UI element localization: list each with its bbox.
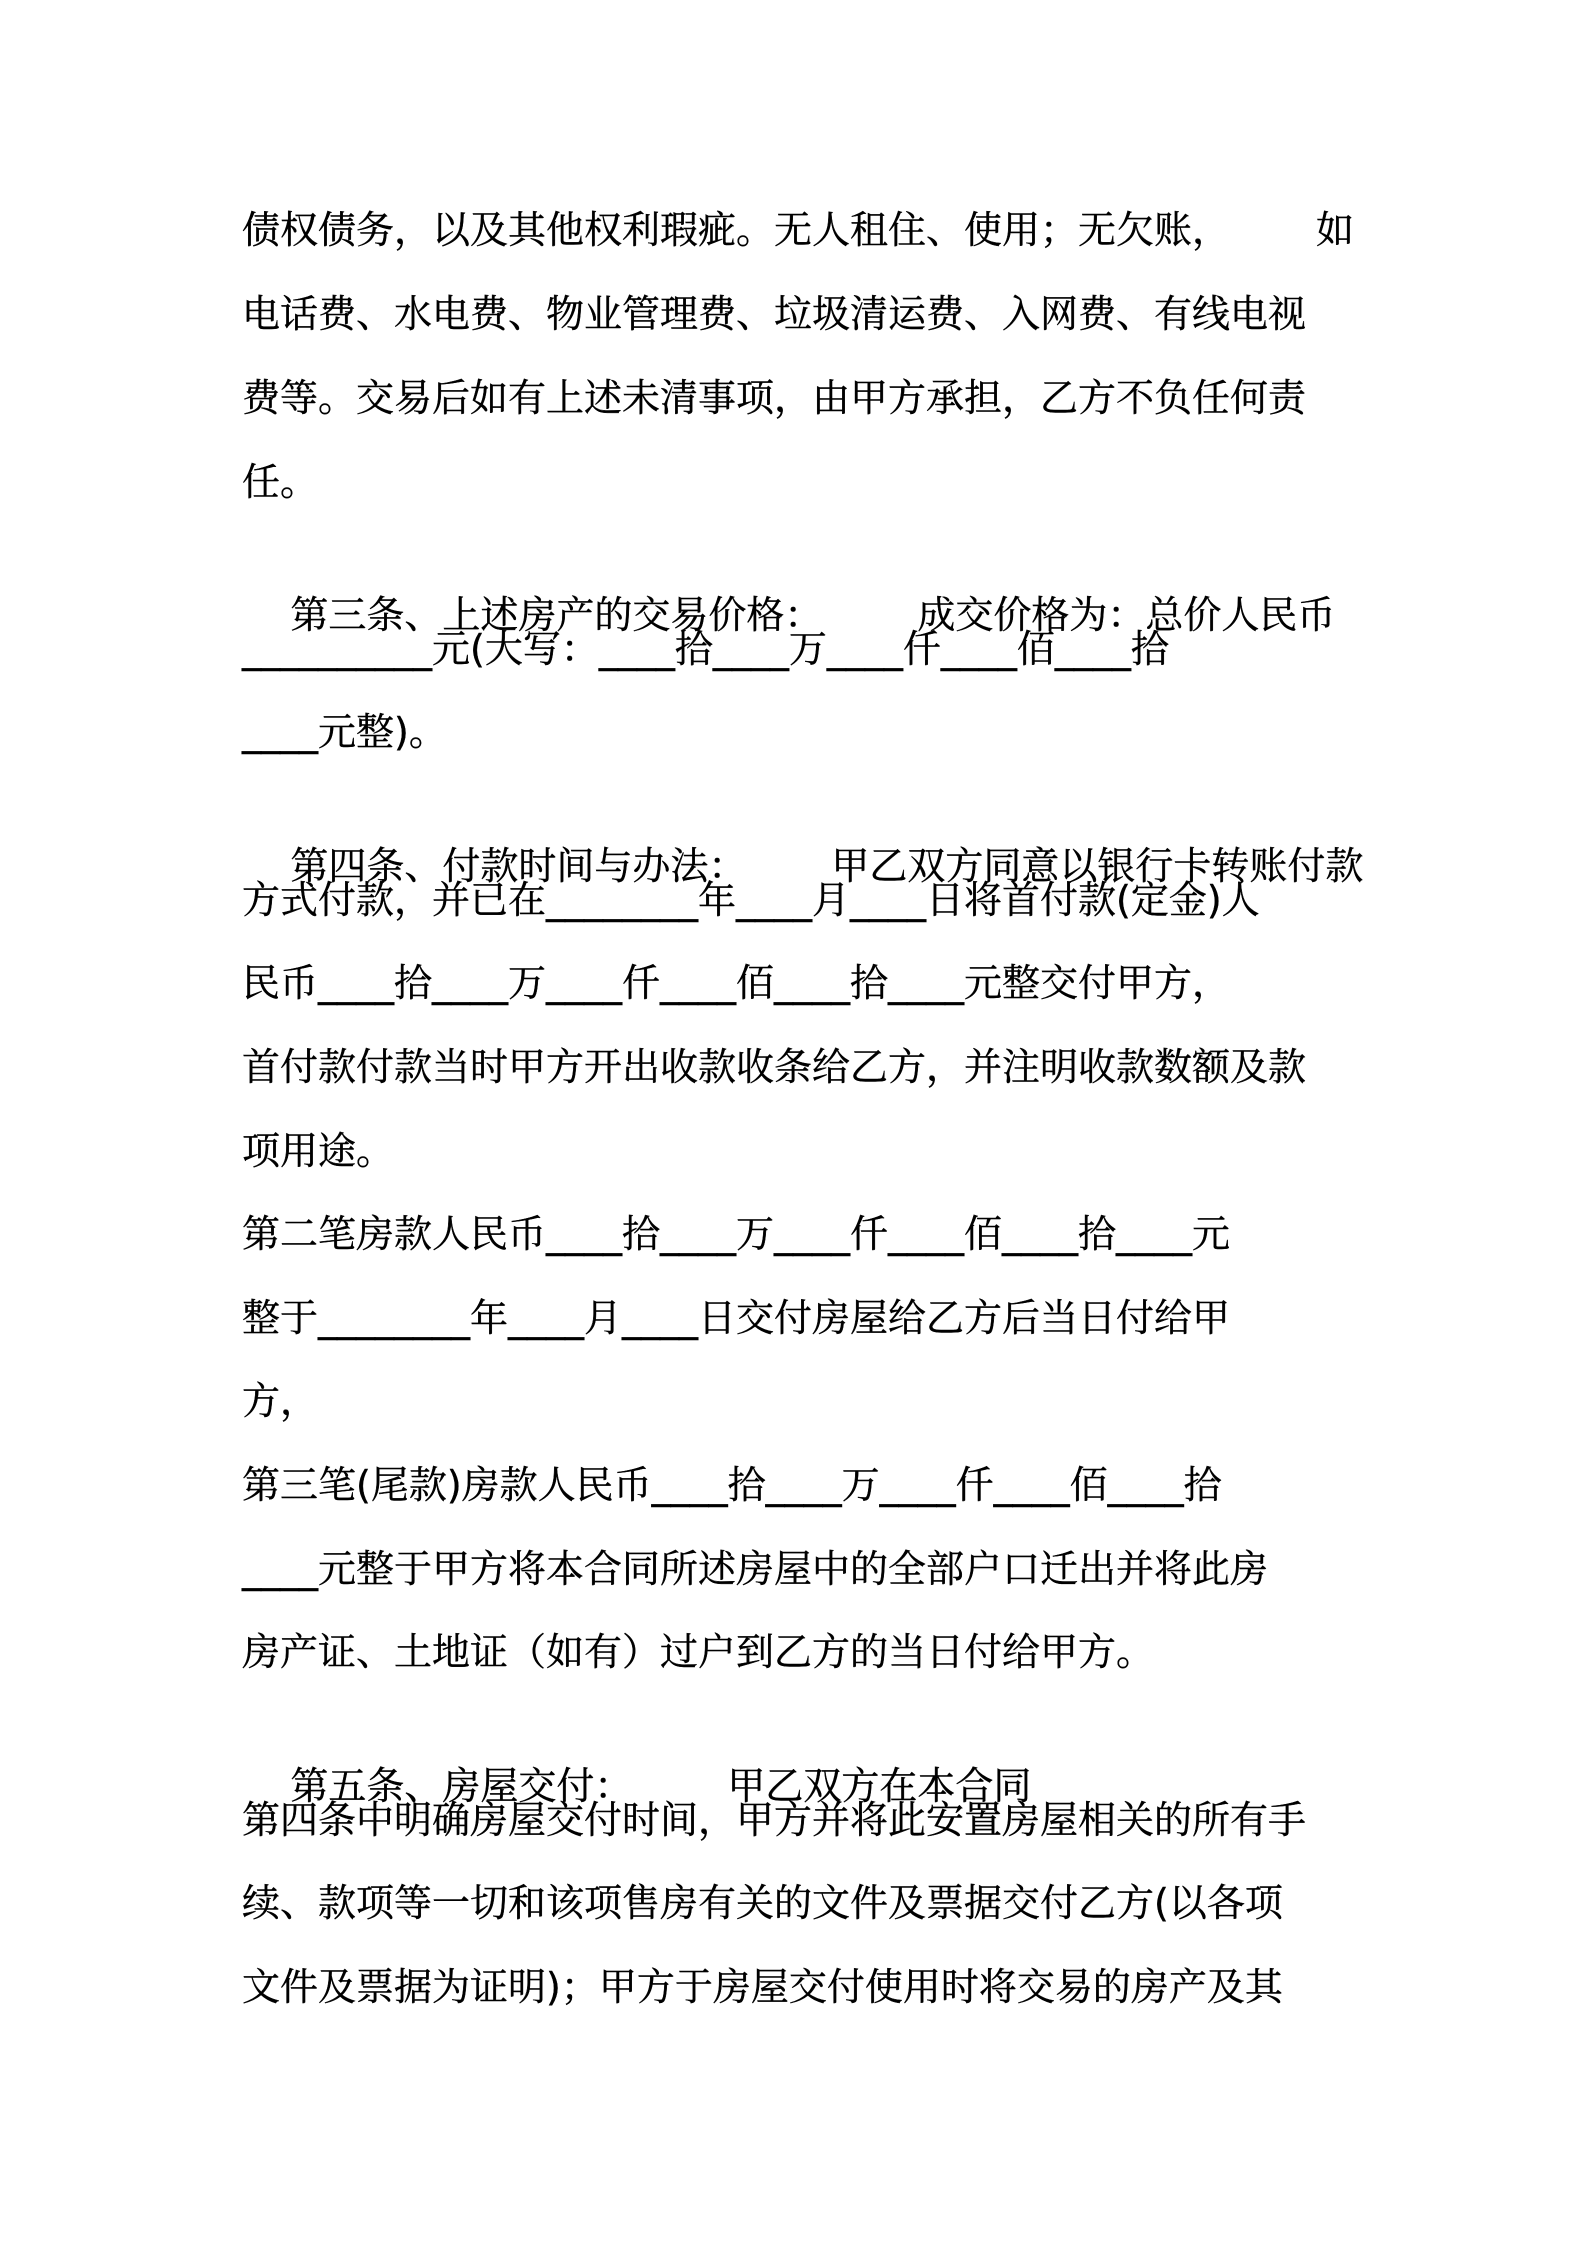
text-line-10: 民币____拾____万____仟____佰____拾____元整交付甲方，	[242, 961, 1231, 1005]
text-line-16: 第三笔(尾款)房款人民币____拾____万____仟____佰____拾	[242, 1463, 1222, 1507]
text-line-6: __________元(大写：____拾____万____仟____佰____拾	[242, 627, 1169, 671]
text-line-14: 整于________年____月____日交付房屋给乙方后当日付给甲	[242, 1296, 1231, 1340]
article-4-method: 甲乙双方同意以银行卡转账付款	[831, 844, 1364, 888]
text-line-4: 任。	[242, 460, 319, 504]
text-line-3: 费等。交易后如有上述未清事项，由甲方承担，乙方不负任何责	[242, 376, 1307, 420]
text-line-1-right: 如	[1315, 208, 1354, 252]
text-line-22: 文件及票据为证明)；甲方于房屋交付使用时将交易的房产及其	[242, 1965, 1283, 2009]
text-line-13: 第二笔房款人民币____拾____万____仟____佰____拾____元	[242, 1212, 1231, 1256]
text-line-20: 第四条中明确房屋交付时间，甲方并将此安置房屋相关的所有手	[242, 1798, 1307, 1842]
text-line-17: ____元整于甲方将本合同所述房屋中的全部户口迁出并将此房	[242, 1547, 1269, 1591]
text-line-1-left: 债权债务，以及其他权利瑕疵。无人租住、使用；无欠账，	[242, 208, 1231, 252]
text-line-15: 方，	[242, 1379, 319, 1423]
text-line-12: 项用途。	[242, 1129, 395, 1173]
text-line-7: ____元整)。	[242, 710, 447, 754]
text-line-9: 方式付款，并已在________年____月____日将首付款(定金)人	[242, 878, 1260, 922]
text-line-18: 房产证、土地证（如有）过户到乙方的当日付给甲方。	[242, 1630, 1155, 1674]
article-4-title: 第四条、付款时间与办法：	[290, 844, 747, 888]
text-line-2: 电话费、水电费、物业管理费、垃圾清运费、入网费、有线电视	[242, 292, 1307, 336]
article-3-title: 第三条、上述房产的交易价格：	[290, 593, 823, 637]
article-5-title: 第五条、房屋交付：	[290, 1764, 633, 1808]
article-5-text: 甲乙双方在本合同	[727, 1764, 1032, 1808]
text-line-1	[242, 205, 1354, 255]
text-line-21: 续、款项等一切和该项售房有关的文件及票据交付乙方(以各项	[242, 1881, 1283, 1925]
article-3-price-label: 成交价格为：总价人民币	[917, 593, 1336, 637]
text-line-11: 首付款付款当时甲方开出收款收条给乙方，并注明收款数额及款	[242, 1045, 1307, 1089]
